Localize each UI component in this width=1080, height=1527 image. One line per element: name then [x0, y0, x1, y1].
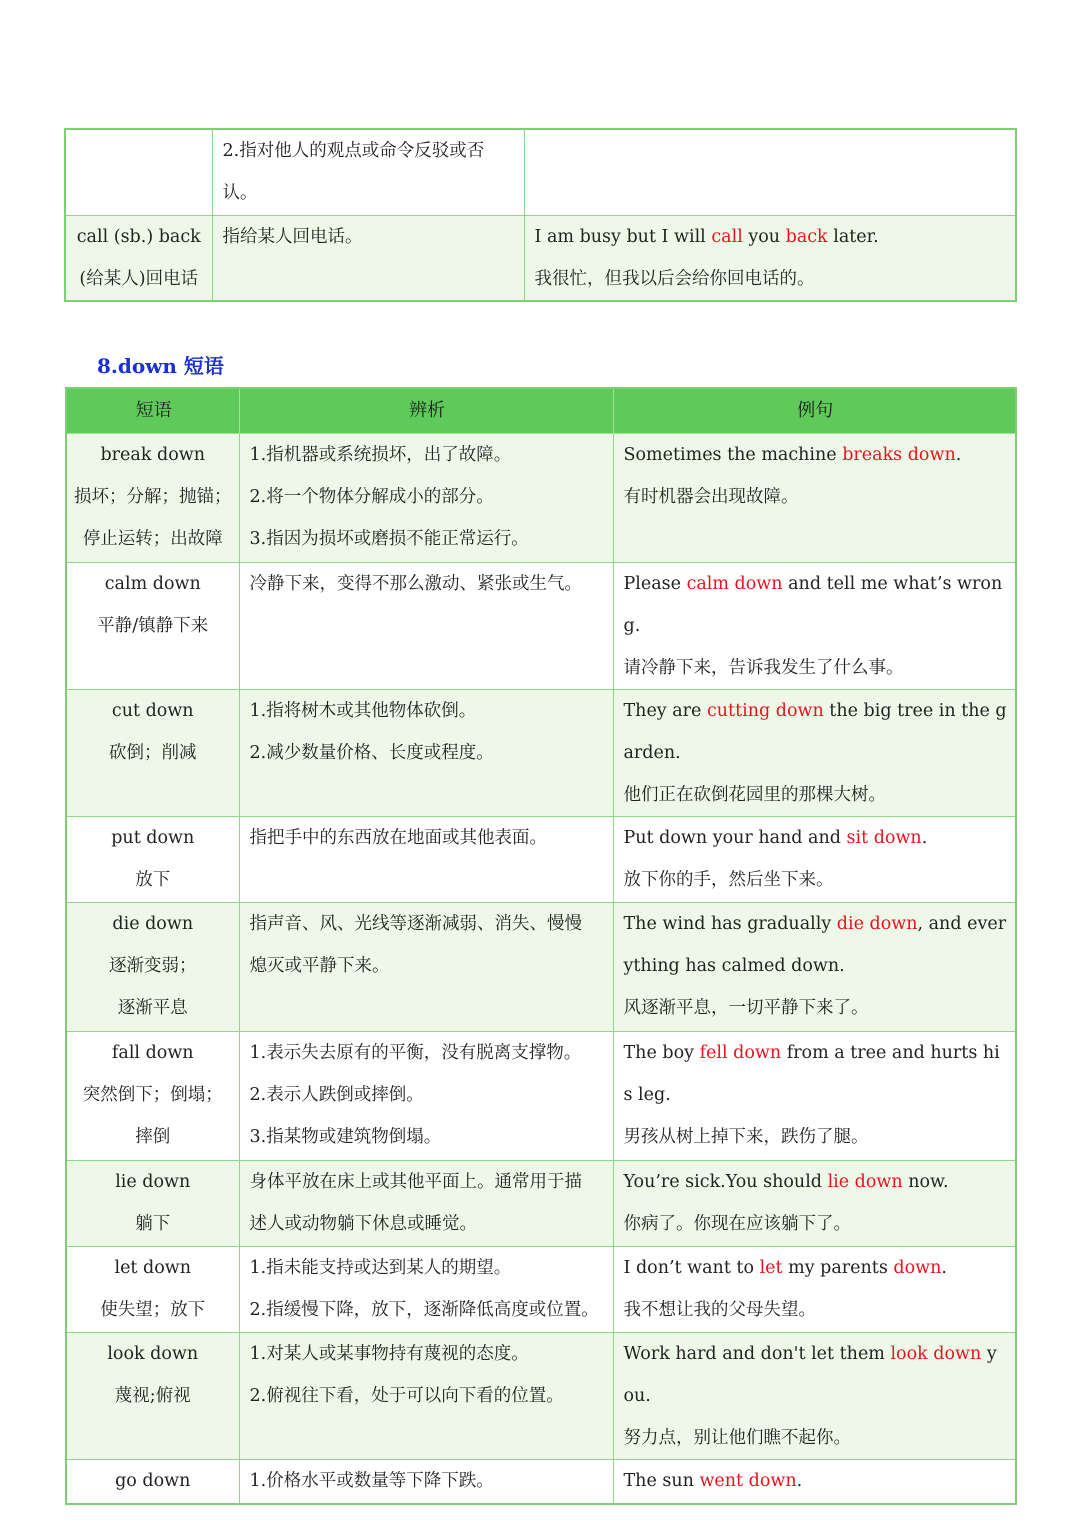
- meaning-line: 述人或动物躺下休息或睡觉。: [249, 1214, 477, 1234]
- phrase-cell: [65, 215, 212, 301]
- phrase-cn: (给某人)回电话: [79, 268, 199, 289]
- example-cn: 努力点，别让他们瞧不起你。: [623, 1428, 851, 1448]
- meaning-line: 冷静下来，变得不那么激动、紧张或生气。: [249, 574, 582, 594]
- example-cell: [613, 690, 1016, 817]
- example-text: now.: [902, 1172, 949, 1192]
- continued-phrase-table: [64, 128, 1017, 302]
- example-cell: [613, 817, 1016, 903]
- table-row: [66, 1460, 1016, 1504]
- phrase-cn: 停止运转；出故障: [82, 529, 223, 549]
- example-text: , and everything has calmed down.: [623, 914, 1007, 976]
- phrase-cn: 蔑视;俯视: [114, 1386, 191, 1406]
- meaning-line: 指把手中的东西放在地面或其他表面。: [249, 828, 547, 848]
- example-cn: 请冷静下来，告诉我发生了什么事。: [623, 658, 904, 678]
- table-row: [66, 690, 1016, 817]
- example-text: you.: [623, 1344, 997, 1406]
- meaning-line: 1.价格水平或数量等下降下跌。: [249, 1471, 494, 1491]
- highlight-phrase: look down: [890, 1344, 982, 1364]
- phrase-cell: [66, 1333, 239, 1460]
- example-cn: 我很忙，但我以后会给你回电话的。: [534, 268, 815, 289]
- meaning-line: 3.指因为损坏或磨损不能正常运行。: [249, 529, 529, 549]
- phrase-cn: 平静/镇静下来: [97, 616, 209, 636]
- phrase-cn: 逐渐变弱；: [109, 956, 197, 976]
- example-cell: [613, 434, 1016, 563]
- section-title: 8.down 短语: [97, 354, 224, 378]
- example-text: You’re sick.You should: [623, 1172, 828, 1192]
- down-phrase-table: [65, 387, 1017, 1505]
- meaning-cell: [239, 563, 613, 690]
- example-en: [624, 1247, 1008, 1289]
- table-row: [66, 1247, 1016, 1333]
- example-cn: 风逐渐平息，一切平静下来了。: [623, 998, 869, 1018]
- example-text: later.: [827, 226, 879, 247]
- phrase-cn: 躺下: [135, 1214, 171, 1234]
- phrase-en: look down: [107, 1344, 199, 1364]
- example-text: .: [921, 828, 928, 848]
- meaning-cell: [239, 434, 613, 563]
- example-text: .: [796, 1471, 803, 1491]
- example-cn: 放下你的手，然后坐下来。: [623, 870, 834, 890]
- meaning-line: 1.指将树木或其他物体砍倒。: [249, 701, 477, 721]
- example-text: the big tree in the garden.: [623, 701, 1007, 763]
- example-cell: [613, 903, 1016, 1032]
- example-text: The wind has gradually: [623, 914, 837, 934]
- highlight-phrase: let: [759, 1258, 783, 1278]
- example-cell: [524, 215, 1016, 301]
- meaning-line: 2.将一个物体分解成小的部分。: [249, 487, 494, 507]
- phrase-cn: 突然倒下；倒塌；: [82, 1085, 223, 1105]
- table-row: [65, 129, 1016, 215]
- phrase-cell: [66, 690, 239, 817]
- meaning-line: 指声音、风、光线等逐渐减弱、消失、慢慢: [249, 914, 582, 934]
- phrase-cell: [65, 129, 212, 215]
- example-text: you: [742, 226, 786, 247]
- meaning-line: 身体平放在床上或其他平面上。通常用于描: [249, 1172, 582, 1192]
- meaning-cell: [239, 1032, 613, 1161]
- phrase-cn: 损坏；分解；抛锚；: [74, 487, 232, 507]
- phrase-cn: 使失望；放下: [100, 1300, 206, 1320]
- highlight-phrase: back: [785, 226, 828, 247]
- example-en: [624, 1460, 1008, 1502]
- example-cn: 你病了。你现在应该躺下了。: [623, 1214, 851, 1234]
- highlight-phrase: calm down: [686, 574, 783, 594]
- phrase-cell: [66, 563, 239, 690]
- meaning-line: 熄灭或平静下来。: [249, 956, 390, 976]
- example-cn: 他们正在砍倒花园里的那棵大树。: [623, 785, 886, 805]
- phrase-cell: [66, 1032, 239, 1161]
- highlight-phrase: cutting down: [706, 701, 824, 721]
- meaning-cell: [239, 1333, 613, 1460]
- example-text: Please: [623, 574, 687, 594]
- table-row: [66, 1032, 1016, 1161]
- example-text: They are: [623, 701, 707, 721]
- table-row: [65, 215, 1016, 301]
- phrase-cn: 摔倒: [135, 1127, 171, 1147]
- phrase-cell: [66, 1161, 239, 1247]
- example-cn: 有时机器会出现故障。: [623, 487, 799, 507]
- phrase-en: calm down: [104, 574, 201, 594]
- phrase-en: go down: [115, 1471, 191, 1491]
- phrase-en: die down: [112, 914, 194, 934]
- example-text: from a tree and hurts his leg.: [623, 1043, 1000, 1105]
- meaning-line: 认。: [222, 183, 258, 203]
- table-row: [66, 1161, 1016, 1247]
- phrase-cell: [66, 1247, 239, 1333]
- table-row: [66, 1333, 1016, 1460]
- highlight-phrase: went down: [699, 1471, 797, 1491]
- table-row: [66, 434, 1016, 563]
- example-text: The sun: [623, 1471, 700, 1491]
- example-cell: [613, 1161, 1016, 1247]
- example-text: I don’t want to: [623, 1258, 760, 1278]
- example-text: and tell me what’s wrong.: [623, 574, 1003, 636]
- meaning-line: 2.俯视往下看，处于可以向下看的位置。: [249, 1386, 564, 1406]
- example-en: [624, 1161, 1008, 1203]
- example-cn: 男孩从树上掉下来，跌伤了腿。: [623, 1127, 869, 1147]
- meaning-line: 2.指对他人的观点或命令反驳或否: [222, 141, 485, 161]
- meaning-cell: [239, 1460, 613, 1504]
- highlight-phrase: breaks down: [842, 445, 956, 465]
- phrase-en: fall down: [111, 1043, 194, 1063]
- phrase-en: lie down: [115, 1172, 191, 1192]
- meaning-cell: [212, 215, 524, 301]
- phrase-en: let down: [114, 1258, 192, 1278]
- down-table-body: [66, 434, 1016, 1504]
- meaning-cell: [239, 1161, 613, 1247]
- meaning-line: 2.表示人跌倒或摔倒。: [249, 1085, 424, 1105]
- highlight-phrase: call: [711, 226, 743, 247]
- meaning-line: 2.指缓慢下降，放下，逐渐降低高度或位置。: [249, 1300, 599, 1320]
- phrase-cn: 放下: [135, 870, 171, 890]
- example-en: [624, 903, 1008, 987]
- highlight-phrase: down: [893, 1258, 942, 1278]
- meaning-cell: [212, 129, 524, 215]
- phrase-cell: [66, 434, 239, 563]
- header-meaning: 辨析: [239, 388, 613, 434]
- table-row: [66, 903, 1016, 1032]
- meaning-line: 2.减少数量价格、长度或程度。: [249, 743, 494, 763]
- example-text: Put down your hand and: [623, 828, 847, 848]
- table-row: [66, 563, 1016, 690]
- phrase-en: cut down: [111, 701, 194, 721]
- highlight-phrase: fell down: [699, 1043, 782, 1063]
- example-cell: [613, 1333, 1016, 1460]
- meaning-cell: [239, 903, 613, 1032]
- example-en: [535, 216, 1008, 258]
- example-cell: [524, 129, 1016, 215]
- example-en: [624, 817, 1008, 859]
- example-en: [624, 1032, 1008, 1116]
- example-cn: 我不想让我的父母失望。: [623, 1300, 816, 1320]
- example-en: [624, 690, 1008, 774]
- example-text: my parents: [782, 1258, 894, 1278]
- example-text: .: [955, 445, 962, 465]
- meaning-line: 1.指机器或系统损坏，出了故障。: [249, 445, 512, 465]
- meaning-cell: [239, 1247, 613, 1333]
- phrase-en: call (sb.) back: [76, 226, 201, 247]
- example-text: I am busy but I will: [534, 226, 712, 247]
- phrase-cell: [66, 1460, 239, 1504]
- meaning-line: 1.对某人或某事物持有蔑视的态度。: [249, 1344, 529, 1364]
- phrase-cn: 砍倒；削减: [109, 743, 197, 763]
- example-en: [624, 563, 1008, 647]
- highlight-phrase: sit down: [846, 828, 922, 848]
- meaning-line: 指给某人回电话。: [222, 226, 363, 247]
- meaning-cell: [239, 817, 613, 903]
- meaning-line: 1.表示失去原有的平衡，没有脱离支撑物。: [249, 1043, 582, 1063]
- example-cell: [613, 1032, 1016, 1161]
- header-example: 例句: [613, 388, 1016, 434]
- highlight-phrase: die down: [836, 914, 918, 934]
- table-row: [66, 817, 1016, 903]
- example-en: [624, 1333, 1008, 1417]
- example-cell: [613, 1460, 1016, 1504]
- header-phrase: 短语: [66, 388, 239, 434]
- example-text: Sometimes the machine: [623, 445, 843, 465]
- example-cell: [613, 1247, 1016, 1333]
- phrase-en: put down: [111, 828, 195, 848]
- phrase-cell: [66, 903, 239, 1032]
- example-en: [624, 434, 1008, 476]
- example-text: .: [941, 1258, 947, 1278]
- example-cell: [613, 563, 1016, 690]
- phrase-en: break down: [100, 445, 205, 465]
- meaning-cell: [239, 690, 613, 817]
- highlight-phrase: lie down: [827, 1172, 903, 1192]
- meaning-line: 3.指某物或建筑物倒塌。: [249, 1127, 442, 1147]
- phrase-cn: 逐渐平息: [117, 998, 188, 1018]
- table-header-row: [66, 388, 1016, 434]
- example-text: The boy: [623, 1043, 700, 1063]
- example-text: Work hard and don't let them: [623, 1344, 891, 1364]
- meaning-line: 1.指未能支持或达到某人的期望。: [249, 1258, 512, 1278]
- phrase-cell: [66, 817, 239, 903]
